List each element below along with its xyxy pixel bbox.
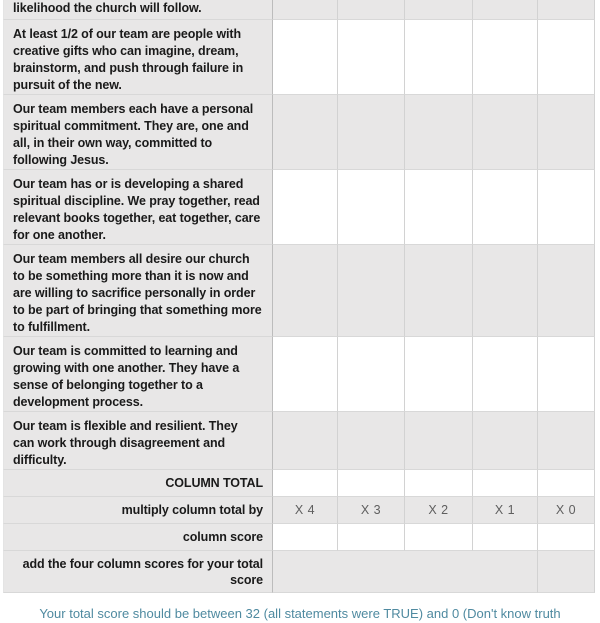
score-cell <box>405 245 473 337</box>
score-cell <box>405 95 473 170</box>
score-cell <box>338 245 405 337</box>
score-cell <box>473 20 538 95</box>
score-cell <box>338 20 405 95</box>
column-score-cell <box>473 524 538 551</box>
score-cell <box>273 337 338 412</box>
multiplier-value: X 0 <box>538 497 595 524</box>
table-row <box>3 245 595 337</box>
score-cell <box>273 0 338 20</box>
multiply-row <box>3 497 595 524</box>
table-row <box>3 337 595 412</box>
statement-text: Our team has or is developing a shared spiritual discipline. We pray together, read relevant books together, eat together, care for one another. <box>3 170 273 245</box>
score-cell <box>273 412 338 470</box>
statement-text: Our team members each have a personal spiritual commitment. They are, one and all, in their own way, committed to following Jesus. <box>3 95 273 170</box>
column-total-cell <box>405 470 473 497</box>
column-total-label: COLUMN TOTAL <box>3 470 273 497</box>
column-score-label: column score <box>3 524 273 551</box>
multiplier-value: X 1 <box>473 497 538 524</box>
score-cell <box>405 412 473 470</box>
score-cell <box>538 337 595 412</box>
score-cell <box>338 0 405 20</box>
score-cell <box>473 0 538 20</box>
total-score-cell <box>273 551 538 593</box>
score-cell <box>538 20 595 95</box>
column-score-cell <box>338 524 405 551</box>
table-row <box>3 412 595 470</box>
score-cell <box>405 0 473 20</box>
column-total-cell <box>338 470 405 497</box>
statement-text: Our team members all desire our church to be something more than it is now and are willing to sacrifice personally in order to be part of bringing that something more to fulfillment. <box>3 245 273 337</box>
column-score-cell <box>273 524 338 551</box>
score-cell <box>473 95 538 170</box>
score-cell <box>538 412 595 470</box>
statement-text: likelihood the church will follow. <box>3 0 273 20</box>
score-cell <box>473 245 538 337</box>
statement-text: Our team is committed to learning and growing with one another. They have a sense of belonging together to a development process. <box>3 337 273 412</box>
statement-text: At least 1/2 of our team are people with creative gifts who can imagine, dream, brainstorm, and push through failure in pursuit of the new. <box>3 20 273 95</box>
score-cell <box>338 95 405 170</box>
multiply-label: multiply column total by <box>3 497 273 524</box>
score-cell <box>338 170 405 245</box>
column-total-cell <box>473 470 538 497</box>
score-cell <box>538 170 595 245</box>
score-cell <box>273 245 338 337</box>
statement-text: Our team is flexible and resilient. They can work through disagreement and difficulty. <box>3 412 273 470</box>
score-cell <box>405 337 473 412</box>
score-cell <box>405 170 473 245</box>
score-cell <box>273 170 338 245</box>
total-score-row <box>3 551 595 593</box>
score-cell <box>473 412 538 470</box>
multiplier-value: X 2 <box>405 497 473 524</box>
table-row <box>3 20 595 95</box>
total-score-label: add the four column scores for your total score <box>3 551 273 593</box>
score-cell <box>538 0 595 20</box>
score-cell <box>338 337 405 412</box>
column-score-cell <box>405 524 473 551</box>
assessment-table <box>3 0 595 593</box>
score-cell <box>538 245 595 337</box>
score-cell <box>473 170 538 245</box>
score-cell <box>473 337 538 412</box>
score-cell <box>405 20 473 95</box>
column-total-row <box>3 470 595 497</box>
score-cell <box>538 95 595 170</box>
table-row <box>3 0 595 20</box>
column-score-row <box>3 524 595 551</box>
multiplier-value: X 3 <box>338 497 405 524</box>
score-cell <box>273 95 338 170</box>
column-total-cell <box>538 470 595 497</box>
total-score-end-cell <box>538 551 595 593</box>
multiplier-value: X 4 <box>273 497 338 524</box>
score-cell <box>338 412 405 470</box>
score-cell <box>273 20 338 95</box>
table-row <box>3 95 595 170</box>
column-total-cell <box>273 470 338 497</box>
column-score-cell <box>538 524 595 551</box>
table-row <box>3 170 595 245</box>
score-note: Your total score should be between 32 (all statements were TRUE) and 0 (Don't know truth <box>39 606 561 621</box>
